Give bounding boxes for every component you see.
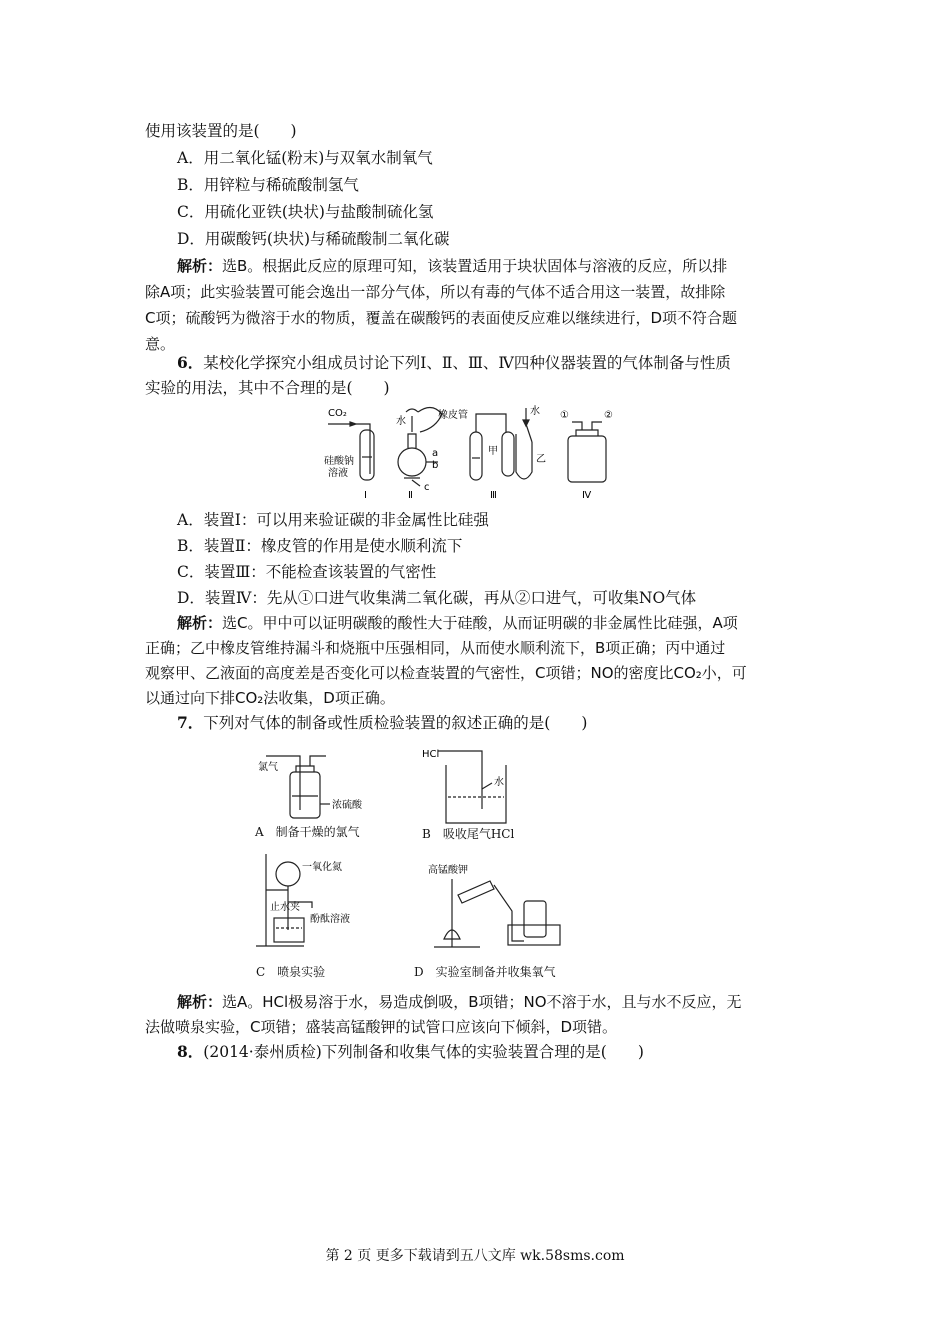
label-water-1: 水 [396,416,406,427]
label-num-2: Ⅱ [408,490,413,501]
q6-analysis-line-4: 以通过向下排CO₂法收集，D项正确。 [145,689,395,707]
label-phenolphthalein: 酚酞溶液 [310,914,350,925]
analysis-label: 解析： [177,257,223,275]
label-clamp: 止水夹 [270,902,300,913]
q7-caption-c: C 喷泉实验 [256,965,326,979]
q5-option-c: C．用硫化亚铁(块状)与盐酸制硫化氢 [177,203,434,221]
q7-caption-d: D 实验室制备并收集氧气 [414,965,556,979]
q7-caption-b: B 吸收尾气HCl [422,827,515,841]
label-port-1: ① [560,410,569,421]
q8-stem: 8．(2014·泰州质检)下列制备和收集气体的实验装置合理的是( ) [177,1042,644,1061]
label-yi: 乙 [536,454,546,465]
label-water-2: 水 [530,406,540,417]
q7-figure-d [420,855,570,955]
label-a: a [432,448,439,459]
q5-option-a: A．用二氧化锰(粉末)与双氧水制氧气 [177,149,433,167]
page-footer: 第 2 页 更多下载请到五八文库 wk.58sms.com [325,1248,625,1264]
label-no-gas: 一氧化氮 [302,862,342,873]
q6-stem-line-1: 6．某校化学探究小组成员讨论下列Ⅰ、Ⅱ、Ⅲ、Ⅳ四种仪器装置的气体制备与性质 [177,353,731,372]
q7-analysis-line-2: 法做喷泉实验，C项错；盛装高锰酸钾的试管口应该向下倾斜，D项错。 [145,1018,618,1036]
q7-figure-b [420,745,540,835]
label-num-3: Ⅲ [490,490,497,501]
label-c: c [424,482,430,493]
q6-analysis-line-3: 观察甲、乙液面的高度差是否变化可以检查装置的气密性，C项错；NO的密度比CO₂小，可 [145,664,747,682]
q6-option-c: C．装置Ⅲ：不能检查该装置的气密性 [177,563,437,581]
label-b: b [432,460,439,471]
label-conc-sulfuric-acid: 浓硫酸 [332,800,362,811]
q5-analysis-line-3: C项；硫酸钙为微溶于水的物质，覆盖在碳酸钙的表面使反应难以继续进行，D项不符合题 [145,309,738,327]
q5-analysis-line-1: 解析：选B。根据此反应的原理可知，该装置适用于块状固体与溶液的反应，所以排 [177,257,728,275]
q7-figure-c [250,850,370,960]
q6-stem-line-2: 实验的用法，其中不合理的是( ) [145,379,390,397]
q7-caption-a: A 制备干燥的氯气 [255,825,360,839]
q5-analysis-line-4: 意。 [145,335,176,353]
q6-analysis-line-1: 解析：选C。甲中可以证明碳酸的酸性大于硅酸，从而证明碳的非金属性比硅强，A项 [177,614,738,632]
label-hcl: HCl [422,749,440,760]
q6-option-a: A．装置Ⅰ：可以用来验证碳的非金属性比硅强 [177,511,489,529]
q6-analysis-line-2: 正确；乙中橡皮管维持漏斗和烧瓶中压强相同，从而使水顺利流下，B项正确；丙中通过 [145,639,726,657]
label-num-4: Ⅳ [582,490,592,501]
q6-option-b: B．装置Ⅱ：橡皮管的作用是使水顺利流下 [177,537,463,555]
label-co2: CO₂ [328,408,347,419]
q5-analysis-line-2: 除A项；此实验装置可能会逸出一部分气体，所以有毒的气体不适合用这一装置，故排除 [145,283,726,301]
label-chlorine: 氯气 [258,762,278,773]
label-kmno4: 高锰酸钾 [428,865,468,876]
q6-option-d: D．装置Ⅳ：先从①口进气收集满二氧化碳，再从②口进气，可收集NO气体 [177,589,697,607]
q5-option-b: B．用锌粒与稀硫酸制氢气 [177,176,359,194]
q5-stem-end: 使用该装置的是( ) [145,122,297,140]
q6-apparatus-figure [320,402,650,502]
q7-analysis-line-1: 解析：选A。HCl极易溶于水，易造成倒吸，B项错；NO不溶于水，且与水不反应，无 [177,993,742,1011]
q5-option-d: D．用碳酸钙(块状)与稀硫酸制二氧化碳 [177,230,450,248]
label-sodium-silicate: 硅酸钠 [324,456,354,467]
q7-stem: 7．下列对气体的制备或性质检验装置的叙述正确的是( ) [177,713,588,732]
label-port-2: ② [604,410,613,421]
label-num-1: Ⅰ [364,490,367,501]
label-rubber-tube: 橡皮管 [438,410,468,421]
label-solution: 溶液 [328,468,348,479]
label-jia: 甲 [488,446,498,457]
label-water-b: 水 [494,777,504,788]
